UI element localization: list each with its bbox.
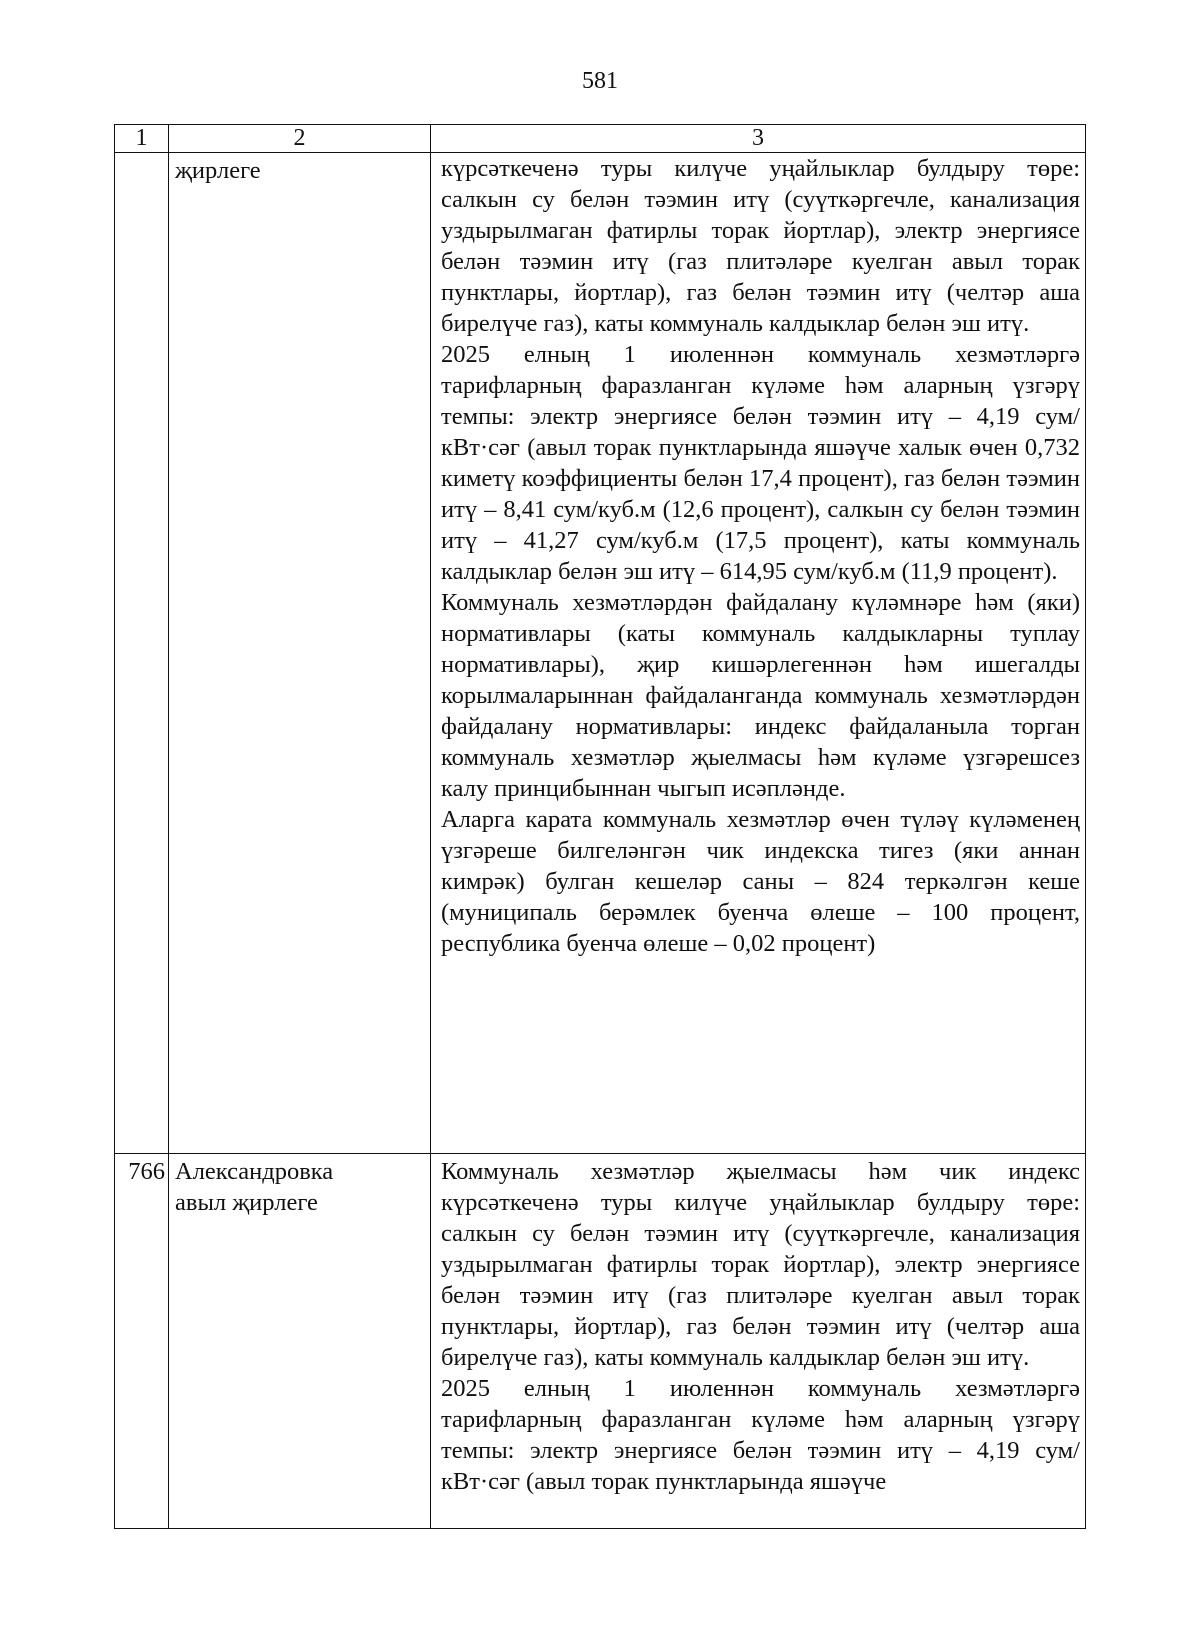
column-header-1: 1 bbox=[115, 125, 169, 153]
settlement-name-line: Александровка bbox=[175, 1158, 334, 1185]
tariff-table bbox=[114, 124, 1086, 1529]
settlement-name-line: авыл җирлеге bbox=[175, 1189, 318, 1216]
paragraph-amenities: күрсәткеченә туры килүче уңайлыклар булдыру төре: салкын су белән тәэмин итү (суүткәргечле, канализация уздырылмаган фатирлы торак йортлар), электр энергиясе белән тәэмин итү (газ плитәләре куелган авыл торак пунктлары, йортлар), газ белән тәэмин итү (челтәр аша бирелүче газ), каты коммуналь калдыклар белән эш итү. bbox=[441, 155, 1080, 337]
paragraph-amenities: Коммуналь хезмәтләр җыелмасы һәм чик индекс күрсәткеченә туры килүче уңайлыклар булдыру төре: салкын су белән тәэмин итү (суүткәргечле, канализация уздырылмаган фатирлы торак йортлар), электр энергиясе белән тәэмин итү (газ плитәләре куелган авыл торак пунктлары, йортлар), газ белән тәэмин итү (челтәр аша бирелүче газ), каты коммуналь калдыклар белән эш итү. bbox=[441, 1158, 1080, 1371]
settlement-name-cell bbox=[169, 1154, 431, 1529]
table-row bbox=[115, 153, 1086, 1154]
settlement-name-line: җирлеге bbox=[175, 157, 261, 184]
row-number-cell: 766 bbox=[115, 1154, 169, 1529]
description-cell bbox=[431, 153, 1086, 1154]
table-header-row bbox=[115, 125, 1086, 153]
paragraph-tariffs: 2025 елның 1 июленнән коммуналь хезмәтләргә тарифларның фаразланган күләме һәм аларның үзгәрү темпы: электр энергиясе белән тәэмин итү – 4,19 сум/кВт·сәг (авыл торак пунктларында яшәүче халык өчен 0,732 киметү коэффициенты белән 17,4 процент), газ белән тәэмин итү – 8,41 сум/куб.м (12,6 процент), салкын су белән тәэмин итү – 41,27 сум/куб.м (17,5 процент), каты коммуналь калдыклар белән эш итү – 614,95 сум/куб.м (11,9 процент). bbox=[441, 341, 1080, 585]
column-header-2: 2 bbox=[169, 125, 431, 153]
description-cell bbox=[431, 1154, 1086, 1529]
paragraph-tariffs: 2025 елның 1 июленнән коммуналь хезмәтләргә тарифларның фаразланган күләме һәм аларның үзгәрү темпы: электр энергиясе белән тәэмин итү – 4,19 сум/кВт·сәг (авыл торак пунктларында яшәүче bbox=[441, 1375, 1080, 1495]
paragraph-population: Аларга карата коммуналь хезмәтләр өчен түләү күләменең үзгәреше билгеләнгән чик индекска тигез (яки аннан кимрәк) булган кешеләр саны – 824 теркәлгән кеше (муниципаль берәмлек буенча өлеше – 100 процент, республика буенча өлеше – 0,02 процент) bbox=[441, 806, 1080, 957]
page-number: 581 bbox=[582, 68, 618, 94]
settlement-name-cell bbox=[169, 153, 431, 1154]
row-number-cell bbox=[115, 153, 169, 1154]
paragraph-norms: Коммуналь хезмәтләрдән файдалану күләмнәре һәм (яки) нормативлары (каты коммуналь калдыкларны туплау нормативлары), җир кишәрлегеннән һәм ишегалды корылмаларыннан файдаланганда коммуналь хезмәтләрдән файдалану нормативлары: индекс файдаланыла торган коммуналь хезмәтләр җыелмасы һәм күләме үзгәрешсез калу принцибыннан чыгып исәпләнде. bbox=[441, 589, 1080, 802]
table-row bbox=[115, 1154, 1086, 1529]
column-header-3: 3 bbox=[431, 125, 1086, 153]
